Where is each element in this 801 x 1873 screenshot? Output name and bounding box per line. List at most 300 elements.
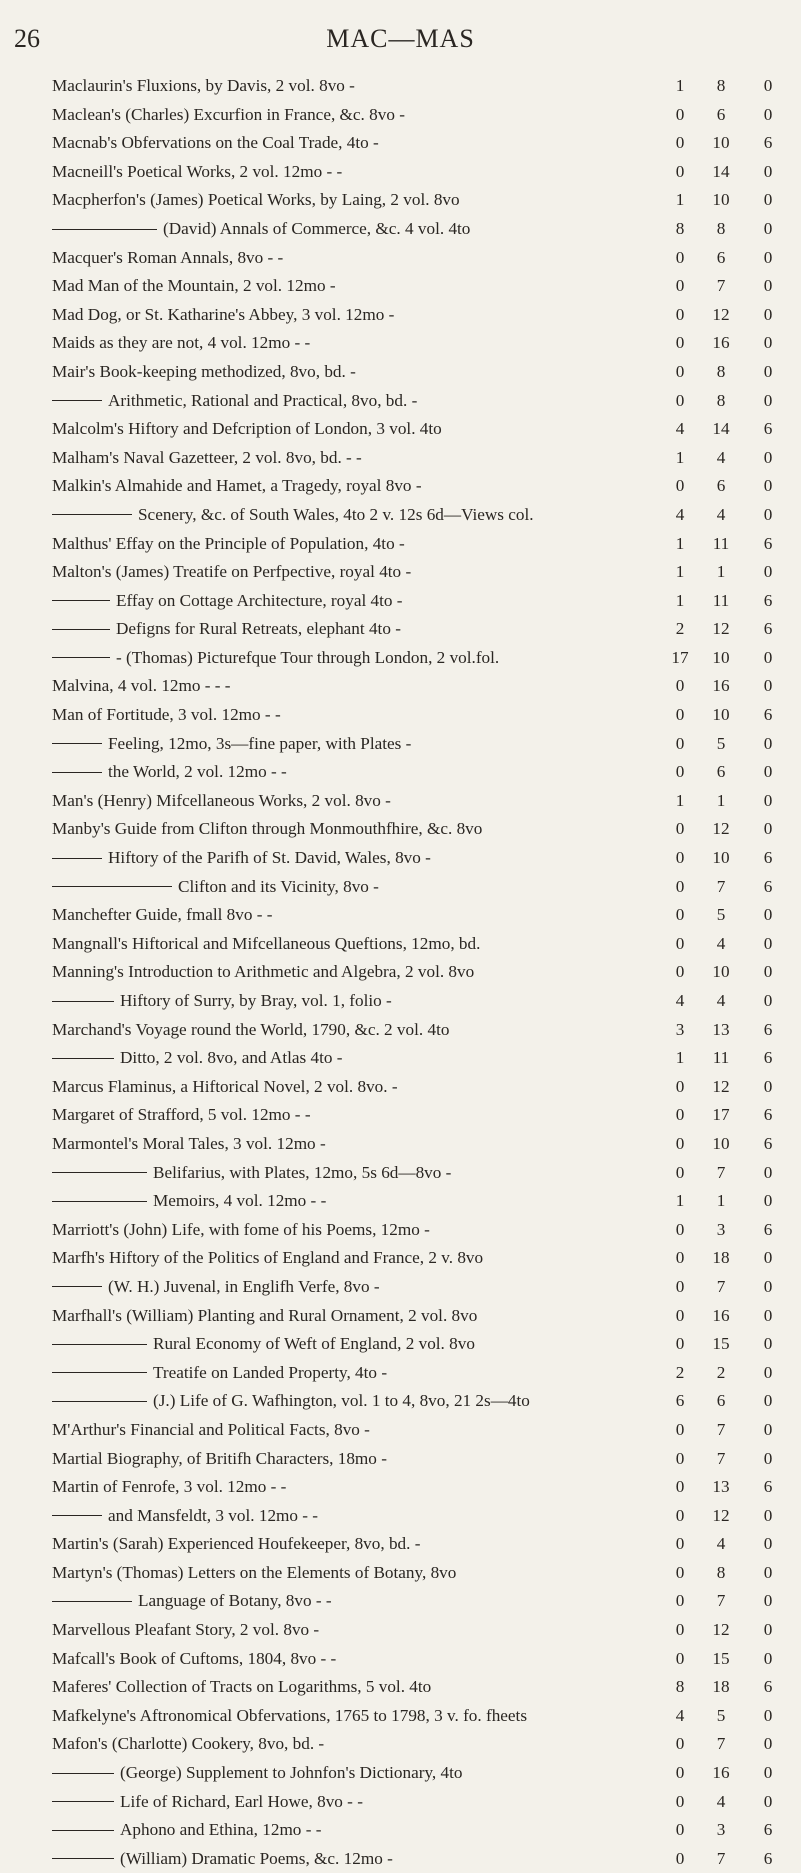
price-pounds: 0 [675, 1534, 685, 1554]
price-pence: 0 [763, 361, 773, 381]
price-shillings: 3 [716, 1219, 726, 1239]
ditto-dash [52, 1515, 102, 1516]
price-pence: 0 [763, 1334, 773, 1354]
price-shillings: 10 [712, 647, 730, 667]
entry-title [52, 1016, 449, 1045]
price-pounds: 0 [675, 133, 685, 153]
entry-title-text: Mangnall's Hiftorical and Mifcellaneous Queftions, 12mo, bd. [52, 933, 481, 953]
ditto-dash [52, 1372, 147, 1373]
price-shillings: 4 [716, 1534, 726, 1554]
catalogue-entry [0, 501, 801, 530]
price-pounds: 0 [675, 104, 685, 124]
entry-title-text: Language of Botany, 8vo - - [138, 1591, 332, 1611]
entry-title [52, 1302, 477, 1331]
price-pence: 0 [763, 1734, 773, 1754]
price-pence: 6 [763, 590, 773, 610]
price-pounds: 0 [675, 1763, 685, 1783]
entry-title-text: Treatife on Landed Property, 4to - [153, 1362, 388, 1382]
price-shillings: 8 [716, 218, 726, 238]
price-pounds: 2 [675, 619, 685, 639]
entry-title-text: Macpherfon's (James) Poetical Works, by Laing, 2 vol. 8vo [52, 190, 460, 210]
entry-title [52, 358, 356, 387]
catalogue-entry [0, 244, 801, 273]
price-shillings: 17 [712, 1105, 730, 1125]
catalogue-entry [0, 1502, 801, 1531]
price-pounds: 4 [675, 1705, 685, 1725]
entry-title-text: Macnab's Obfervations on the Coal Trade, 4to - [52, 133, 379, 153]
entry-title-text: Scenery, &c. of South Wales, 4to 2 v. 12s 6d—Views col. [138, 504, 534, 524]
price-pence: 0 [763, 76, 773, 95]
entry-title [52, 615, 401, 644]
price-pounds: 1 [675, 76, 685, 95]
price-shillings: 4 [716, 933, 726, 953]
entry-title-text: Manby's Guide from Clifton through Monmouthfhire, &c. 8vo [52, 819, 483, 839]
entry-title [52, 1673, 431, 1702]
catalogue-entry [0, 873, 801, 902]
price-shillings: 11 [712, 590, 730, 610]
entry-title [52, 1702, 527, 1731]
entry-title-text: Mad Dog, or St. Katharine's Abbey, 3 vol. 12mo - [52, 304, 395, 324]
entry-title-text: (J.) Life of G. Wafhington, vol. 1 to 4, 8vo, 21 2s—4to [153, 1391, 530, 1411]
entry-title [52, 1759, 463, 1788]
catalogue-entry [0, 930, 801, 959]
price-pounds: 0 [675, 1305, 685, 1325]
price-shillings: 13 [712, 1477, 730, 1497]
entry-title [52, 1502, 318, 1531]
entry-title-text: Ditto, 2 vol. 8vo, and Atlas 4to - [120, 1048, 343, 1068]
catalogue-entry [0, 1788, 801, 1817]
price-pence: 0 [763, 1162, 773, 1182]
price-pounds: 4 [675, 419, 685, 439]
price-pence: 0 [763, 104, 773, 124]
entry-title-text: Marfhall's (William) Planting and Rural Ornament, 2 vol. 8vo [52, 1305, 478, 1325]
price-shillings: 7 [716, 1276, 726, 1296]
catalogue-entry [0, 215, 801, 244]
entry-title-text: Marcus Flaminus, a Hiftorical Novel, 2 vol. 8vo. - [52, 1076, 398, 1096]
price-pounds: 2 [675, 1362, 685, 1382]
ditto-dash [52, 629, 110, 630]
price-shillings: 4 [716, 991, 726, 1010]
price-pounds: 0 [675, 933, 685, 953]
catalogue-entry [0, 901, 801, 930]
entry-title-text: (George) Supplement to Johnfon's Dictionary, 4to [120, 1763, 463, 1783]
price-pence: 0 [763, 1562, 773, 1582]
ditto-dash [52, 886, 172, 887]
price-pounds: 1 [675, 790, 685, 810]
catalogue-entry [0, 72, 801, 101]
entry-title-text: Mafon's (Charlotte) Cookery, 8vo, bd. - [52, 1734, 325, 1754]
catalogue-entry [0, 1187, 801, 1216]
price-pence: 6 [763, 848, 773, 868]
price-pence: 0 [763, 161, 773, 181]
entry-title-text: the World, 2 vol. 12mo - - [108, 762, 287, 782]
entry-title-text: M'Arthur's Financial and Political Facts, 8vo - [52, 1419, 370, 1439]
price-shillings: 15 [712, 1648, 730, 1668]
ditto-dash [52, 743, 102, 744]
price-pence: 0 [763, 1763, 773, 1783]
price-pence: 0 [763, 1791, 773, 1811]
price-pence: 6 [763, 419, 773, 439]
catalogue-entry [0, 644, 801, 673]
price-pounds: 1 [675, 562, 685, 582]
entry-title-text: Marfh's Hiftory of the Politics of England and France, 2 v. 8vo [52, 1248, 484, 1268]
entry-title-text: Malthus' Effay on the Principle of Population, 4to - [52, 533, 405, 553]
price-pounds: 1 [675, 447, 685, 467]
price-shillings: 6 [716, 1391, 726, 1411]
price-pence: 6 [763, 533, 773, 553]
price-shillings: 3 [716, 1820, 726, 1840]
price-shillings: 7 [716, 1162, 726, 1182]
price-pence: 0 [763, 905, 773, 925]
catalogue-entry [0, 1330, 801, 1359]
price-pence: 0 [763, 304, 773, 324]
entry-title-text: Malvina, 4 vol. 12mo - - - [52, 676, 231, 696]
entry-title [52, 787, 391, 816]
catalogue-entry [0, 815, 801, 844]
catalogue-entry [0, 1302, 801, 1331]
price-pounds: 0 [675, 390, 685, 410]
price-pence: 0 [763, 276, 773, 296]
catalogue-entry [0, 1473, 801, 1502]
price-pounds: 0 [675, 1133, 685, 1153]
price-shillings: 11 [712, 533, 730, 553]
catalogue-entry [0, 587, 801, 616]
price-pence: 6 [763, 1219, 773, 1239]
entry-title [52, 1645, 336, 1674]
price-pounds: 3 [675, 1019, 685, 1039]
price-pence: 6 [763, 1820, 773, 1840]
entry-title [52, 444, 362, 473]
price-shillings: 7 [716, 1448, 726, 1468]
entry-title-text: and Mansfeldt, 3 vol. 12mo - - [108, 1505, 319, 1525]
price-pounds: 0 [675, 1219, 685, 1239]
entry-title [52, 472, 422, 501]
ditto-dash [52, 1401, 147, 1402]
price-shillings: 5 [716, 1705, 726, 1725]
price-shillings: 18 [712, 1677, 730, 1697]
catalogue-entry [0, 1616, 801, 1645]
entry-title [52, 1416, 370, 1445]
price-shillings: 16 [712, 1305, 730, 1325]
catalogue-entry [0, 758, 801, 787]
catalogue-entry [0, 301, 801, 330]
catalogue-entry [0, 1445, 801, 1474]
catalogue-entry [0, 558, 801, 587]
entry-title [52, 1273, 380, 1302]
price-shillings: 8 [716, 390, 726, 410]
catalogue-entry [0, 1645, 801, 1674]
entry-title [52, 815, 482, 844]
price-pounds: 0 [675, 1591, 685, 1611]
entry-title-text: Malton's (James) Treatife on Perfpective, royal 4to - [52, 562, 412, 582]
price-shillings: 7 [716, 1419, 726, 1439]
price-shillings: 10 [712, 962, 730, 982]
price-pounds: 0 [675, 1848, 685, 1868]
price-pence: 0 [763, 447, 773, 467]
price-pence: 0 [763, 676, 773, 696]
entry-title [52, 530, 405, 559]
price-shillings: 8 [716, 361, 726, 381]
price-shillings: 15 [712, 1334, 730, 1354]
entry-title-text: Belifarius, with Plates, 12mo, 5s 6d—8vo - [153, 1162, 452, 1182]
price-pence: 0 [763, 1648, 773, 1668]
price-shillings: 18 [712, 1248, 730, 1268]
ditto-dash [52, 600, 110, 601]
price-pounds: 0 [675, 876, 685, 896]
entry-title-text: Rural Economy of Weft of England, 2 vol. 8vo [153, 1334, 475, 1354]
entry-title [52, 301, 394, 330]
ditto-dash [52, 1201, 147, 1202]
price-shillings: 12 [712, 619, 730, 639]
page-header [0, 22, 801, 62]
entry-title-text: Memoirs, 4 vol. 12mo - - [153, 1191, 327, 1211]
price-pounds: 0 [675, 1791, 685, 1811]
entry-title-text: Maclean's (Charles) Excurfion in France, &c. 8vo - [52, 104, 405, 124]
price-shillings: 4 [716, 1791, 726, 1811]
price-shillings: 10 [712, 705, 730, 725]
price-pounds: 0 [675, 905, 685, 925]
catalogue-entry [0, 1130, 801, 1159]
entry-title-text: Aphono and Ethina, 12mo - - [120, 1820, 322, 1840]
price-shillings: 11 [712, 1048, 730, 1068]
catalogue-entry [0, 272, 801, 301]
price-shillings: 12 [712, 819, 730, 839]
entry-title-text: Man's (Henry) Mifcellaneous Works, 2 vol. 8vo - [52, 790, 391, 810]
price-pence: 0 [763, 1534, 773, 1554]
catalogue-entry [0, 1016, 801, 1045]
entry-title [52, 930, 480, 959]
entry-title-text: Marchand's Voyage round the World, 1790, &c. 2 vol. 4to [52, 1019, 450, 1039]
entry-title-text: Maclaurin's Fluxions, by Davis, 2 vol. 8vo - [52, 76, 355, 95]
entry-title-text: Clifton and its Vicinity, 8vo - [178, 876, 379, 896]
ditto-dash [52, 772, 102, 773]
price-pence: 0 [763, 1620, 773, 1640]
price-pounds: 4 [675, 504, 685, 524]
price-pence: 0 [763, 933, 773, 953]
entry-title-text: Marvellous Pleafant Story, 2 vol. 8vo - [52, 1620, 320, 1640]
price-pounds: 0 [675, 247, 685, 267]
price-pounds: 0 [675, 476, 685, 496]
catalogue-entry [0, 787, 801, 816]
price-pounds: 0 [675, 161, 685, 181]
catalogue-entry [0, 615, 801, 644]
price-pounds: 0 [675, 733, 685, 753]
price-shillings: 5 [716, 905, 726, 925]
entry-title [52, 958, 474, 987]
entry-title [52, 758, 287, 787]
price-shillings: 16 [712, 333, 730, 353]
catalogue-entry [0, 101, 801, 130]
price-shillings: 6 [716, 476, 726, 496]
catalogue-entry [0, 1359, 801, 1388]
price-pounds: 0 [675, 1734, 685, 1754]
price-pounds: 6 [675, 1391, 685, 1411]
catalogue-entries [0, 72, 801, 1873]
price-pence: 6 [763, 876, 773, 896]
price-pounds: 0 [675, 361, 685, 381]
page-number: 26 [14, 24, 40, 53]
price-pence: 0 [763, 647, 773, 667]
price-pounds: 0 [675, 819, 685, 839]
entry-title [52, 1387, 530, 1416]
entry-title-text: Maferes' Collection of Tracts on Logarithms, 5 vol. 4to [52, 1677, 432, 1697]
price-pounds: 0 [675, 1648, 685, 1668]
entry-title-text: Malham's Naval Gazetteer, 2 vol. 8vo, bd. - - [52, 447, 362, 467]
price-shillings: 7 [716, 1734, 726, 1754]
price-pence: 0 [763, 247, 773, 267]
entry-title-text: (David) Annals of Commerce, &c. 4 vol. 4to [163, 218, 471, 238]
catalogue-entry [0, 358, 801, 387]
ditto-dash [52, 400, 102, 401]
catalogue-entry [0, 1073, 801, 1102]
entry-title-text: Malkin's Almahide and Hamet, a Tragedy, royal 8vo - [52, 476, 422, 496]
price-pounds: 0 [675, 1562, 685, 1582]
entry-title [52, 1445, 387, 1474]
ditto-dash [52, 1858, 114, 1859]
price-pounds: 0 [675, 1419, 685, 1439]
catalogue-entry [0, 1759, 801, 1788]
price-shillings: 7 [716, 276, 726, 296]
ditto-dash [52, 1773, 114, 1774]
price-pounds: 0 [675, 276, 685, 296]
price-pounds: 1 [675, 590, 685, 610]
price-pence: 0 [763, 1305, 773, 1325]
entry-title-text: Macquer's Roman Annals, 8vo - - [52, 247, 284, 267]
price-pounds: 0 [675, 1448, 685, 1468]
entry-title-text: Mair's Book-keeping methodized, 8vo, bd. - [52, 361, 356, 381]
price-pounds: 0 [675, 1162, 685, 1182]
catalogue-entry [0, 844, 801, 873]
ditto-dash [52, 1172, 147, 1173]
price-pence: 6 [763, 619, 773, 639]
price-pence: 0 [763, 991, 773, 1010]
catalogue-entry [0, 1530, 801, 1559]
entry-title [52, 873, 379, 902]
entry-title [52, 186, 460, 215]
price-pounds: 0 [675, 962, 685, 982]
ditto-dash [52, 1801, 114, 1802]
entry-title-text: Arithmetic, Rational and Practical, 8vo, bd. - [108, 390, 418, 410]
price-pence: 6 [763, 1019, 773, 1039]
catalogue-entry [0, 672, 801, 701]
price-pounds: 0 [675, 1248, 685, 1268]
entry-title-text: Martin's (Sarah) Experienced Houfekeeper, 8vo, bd. - [52, 1534, 421, 1554]
price-shillings: 12 [712, 1076, 730, 1096]
entry-title-text: Effay on Cottage Architecture, royal 4to - [116, 590, 403, 610]
entry-title-text: - (Thomas) Picturefque Tour through London, 2 vol.fol. [116, 647, 500, 667]
ditto-dash [52, 514, 132, 515]
price-pence: 6 [763, 1848, 773, 1868]
price-shillings: 2 [716, 1362, 726, 1382]
price-shillings: 16 [712, 676, 730, 696]
catalogue-entry [0, 530, 801, 559]
entry-title [52, 644, 499, 673]
catalogue-entry [0, 158, 801, 187]
entry-title [52, 1587, 332, 1616]
entry-title [52, 244, 283, 273]
price-shillings: 8 [716, 1562, 726, 1582]
entry-title [52, 501, 534, 530]
entry-title-text: Marriott's (John) Life, with fome of his Poems, 12mo - [52, 1219, 430, 1239]
entry-title [52, 1359, 387, 1388]
price-shillings: 8 [716, 76, 726, 95]
entry-title [52, 901, 273, 930]
price-pounds: 0 [675, 1505, 685, 1525]
price-pounds: 17 [671, 647, 689, 667]
ditto-dash [52, 657, 110, 658]
catalogue-entry [0, 1159, 801, 1188]
price-pence: 0 [763, 1591, 773, 1611]
entry-title-text: Manchefter Guide, fmall 8vo - - [52, 905, 273, 925]
entry-title-text: Feeling, 12mo, 3s—fine paper, with Plates - [108, 733, 412, 753]
price-pence: 0 [763, 1191, 773, 1211]
price-pounds: 1 [675, 533, 685, 553]
entry-title-text: Martyn's (Thomas) Letters on the Elements of Botany, 8vo [52, 1562, 457, 1582]
price-shillings: 14 [712, 161, 730, 181]
ditto-dash [52, 1830, 114, 1831]
price-pounds: 0 [675, 1820, 685, 1840]
price-shillings: 16 [712, 1763, 730, 1783]
price-pounds: 1 [675, 1048, 685, 1068]
catalogue-entry [0, 472, 801, 501]
entry-title [52, 129, 379, 158]
price-pence: 0 [763, 819, 773, 839]
entry-title-text: Hiftory of the Parifh of St. David, Wales, 8vo - [108, 848, 431, 868]
price-pounds: 0 [675, 333, 685, 353]
entry-title [52, 1187, 326, 1216]
price-shillings: 4 [716, 447, 726, 467]
price-pence: 0 [763, 562, 773, 582]
price-shillings: 1 [716, 1191, 726, 1211]
entry-title [52, 1044, 342, 1073]
entry-title-text: (William) Dramatic Poems, &c. 12mo - [120, 1848, 393, 1868]
entry-title [52, 1816, 321, 1845]
price-pence: 6 [763, 1677, 773, 1697]
entry-title-text: Martial Biography, of Britifh Characters, 18mo - [52, 1448, 387, 1468]
entry-title [52, 215, 470, 244]
ditto-dash [52, 858, 102, 859]
price-pounds: 4 [675, 991, 685, 1010]
catalogue-entry [0, 1702, 801, 1731]
price-shillings: 1 [716, 790, 726, 810]
entry-title-text: Mad Man of the Mountain, 2 vol. 12mo - [52, 276, 336, 296]
price-pence: 0 [763, 504, 773, 524]
price-pence: 0 [763, 1276, 773, 1296]
entry-title [52, 101, 405, 130]
price-shillings: 5 [716, 733, 726, 753]
price-shillings: 13 [712, 1019, 730, 1039]
price-shillings: 7 [716, 1591, 726, 1611]
price-shillings: 12 [712, 1620, 730, 1640]
entry-title-text: (W. H.) Juvenal, in Englifh Verfe, 8vo - [108, 1276, 380, 1296]
price-pounds: 0 [675, 1334, 685, 1354]
entry-title-text: Marmontel's Moral Tales, 3 vol. 12mo - [52, 1133, 326, 1153]
ditto-dash [52, 1601, 132, 1602]
catalogue-entry [0, 730, 801, 759]
price-shillings: 6 [716, 247, 726, 267]
price-pence: 0 [763, 1076, 773, 1096]
price-shillings: 10 [712, 848, 730, 868]
price-pounds: 0 [675, 1105, 685, 1125]
entry-title [52, 1730, 324, 1759]
price-shillings: 1 [716, 562, 726, 582]
catalogue-entry [0, 415, 801, 444]
price-pounds: 8 [675, 1677, 685, 1697]
entry-title [52, 1130, 326, 1159]
price-pence: 0 [763, 390, 773, 410]
price-pence: 0 [763, 790, 773, 810]
ditto-dash [52, 1286, 102, 1287]
